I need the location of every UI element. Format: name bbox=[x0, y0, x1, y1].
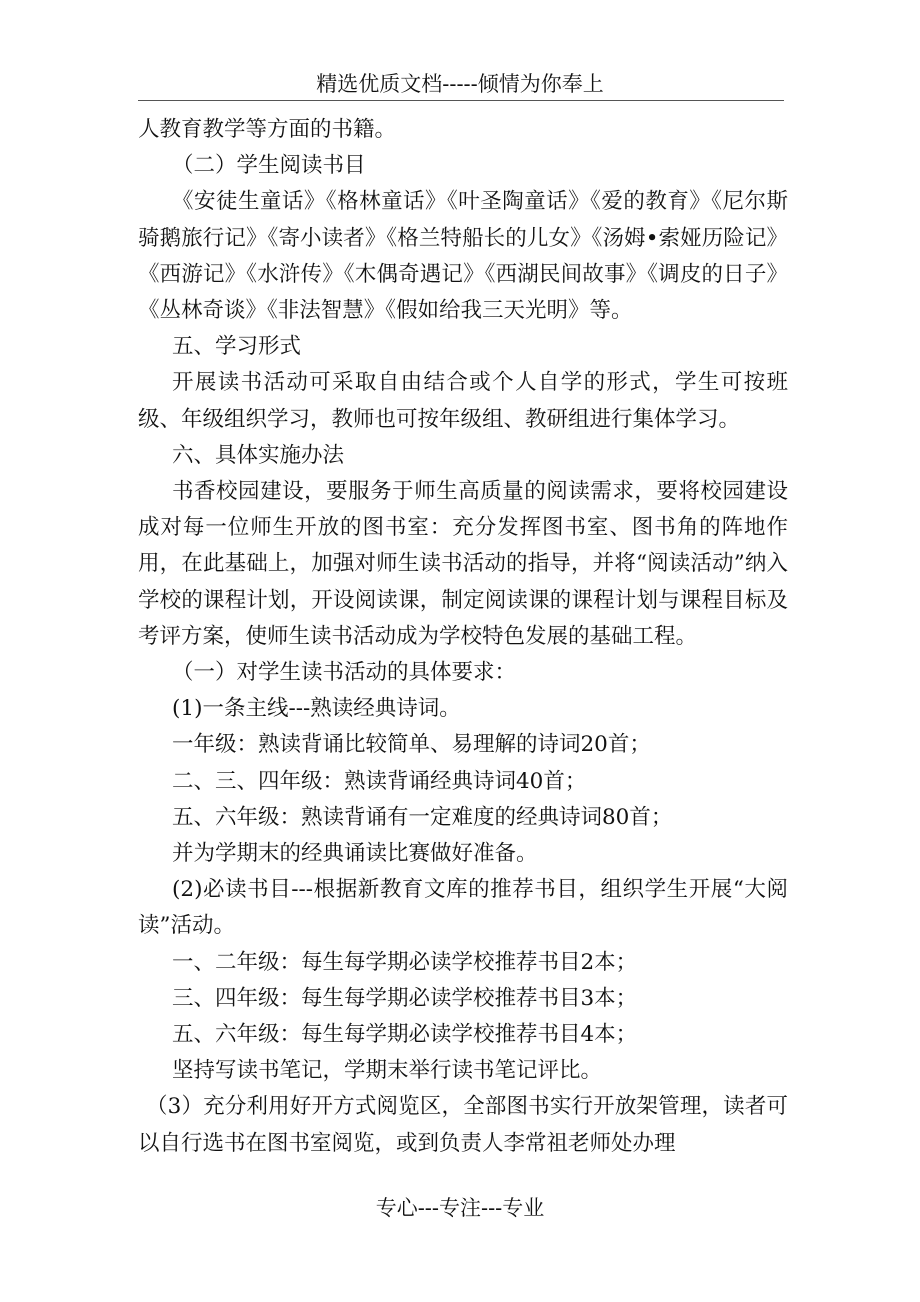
page-footer: 专心---专注---专业 bbox=[375, 1196, 545, 1220]
heading-student-requirements: （一）对学生读书活动的具体要求： bbox=[172, 660, 517, 686]
paragraph-books-continued: 人教育教学等方面的书籍。 bbox=[138, 117, 397, 142]
item-required-reading: (2)必读书目---根据新教育文库的推荐书目，组织学生开展“大阅读”活动。 bbox=[138, 877, 788, 939]
paragraph-book-list: 《安徒生童话》《格林童话》《叶圣陶童话》《爱的教育》《尼尔斯骑鹅旅行记》《寄小读者》《格兰特船长的儿女》《汤姆•索娅历险记》《西游记》《水浒传》《木偶奇遇记》《西湖民间故事》《调皮的日子》《丛林奇谈》《非法智慧》《假如给我三天光明》等。 bbox=[138, 189, 788, 324]
page-header: 精选优质文档-----倾情为你奉上 bbox=[316, 72, 604, 96]
heading-learning-format: 五、学习形式 bbox=[172, 334, 302, 360]
item-competition-prep: 并为学期末的经典诵读比赛做好准备。 bbox=[172, 841, 538, 867]
item-required-grade-5-6: 五、六年级：每生每学期必读学校推荐书目4本； bbox=[172, 1022, 638, 1048]
paragraph-open-reading-area: （3）充分利用好开方式阅览区，全部图书实行开放架管理，读者可以自行选书在图书室阅览，或到负责人李常祖老师处办理 bbox=[138, 1094, 788, 1156]
header-divider bbox=[138, 100, 784, 101]
paragraph-learning-format: 开展读书活动可采取自由结合或个人自学的形式，学生可按班级、年级组织学习，教师也可按年级组、教研组进行集体学习。 bbox=[138, 370, 788, 432]
paragraph-implementation: 书香校园建设，要服务于师生高质量的阅读需求，要将校园建设成对每一位师生开放的图书室：充分发挥图书室、图书角的阵地作用，在此基础上，加强对师生读书活动的指导，并将“阅读活动”纳入学校的课程计划，开设阅读课，制定阅读课的课程计划与课程目标及考评方案，使师生读书活动成为学校特色发展的基础工程。 bbox=[138, 479, 788, 649]
item-required-grade-3-4: 三、四年级：每生每学期必读学校推荐书目3本； bbox=[172, 985, 638, 1011]
item-required-grade-1-2: 一、二年级：每生每学期必读学校推荐书目2本； bbox=[172, 949, 638, 975]
heading-student-reading-list: （二）学生阅读书目 bbox=[172, 153, 366, 179]
heading-implementation: 六、具体实施办法 bbox=[172, 442, 345, 468]
item-grade-5-6: 五、六年级：熟读背诵有一定难度的经典诗词80首； bbox=[172, 804, 673, 830]
item-grade-2-4: 二、三、四年级：熟读背诵经典诗词40首； bbox=[172, 768, 587, 794]
document-body bbox=[138, 112, 788, 1162]
item-main-line: (1)一条主线---熟读经典诗词。 bbox=[172, 696, 461, 722]
item-reading-notes: 坚持写读书笔记，学期末举行读书笔记评比。 bbox=[172, 1058, 603, 1084]
item-grade-1: 一年级：熟读背诵比较简单、易理解的诗词20首； bbox=[172, 732, 651, 758]
